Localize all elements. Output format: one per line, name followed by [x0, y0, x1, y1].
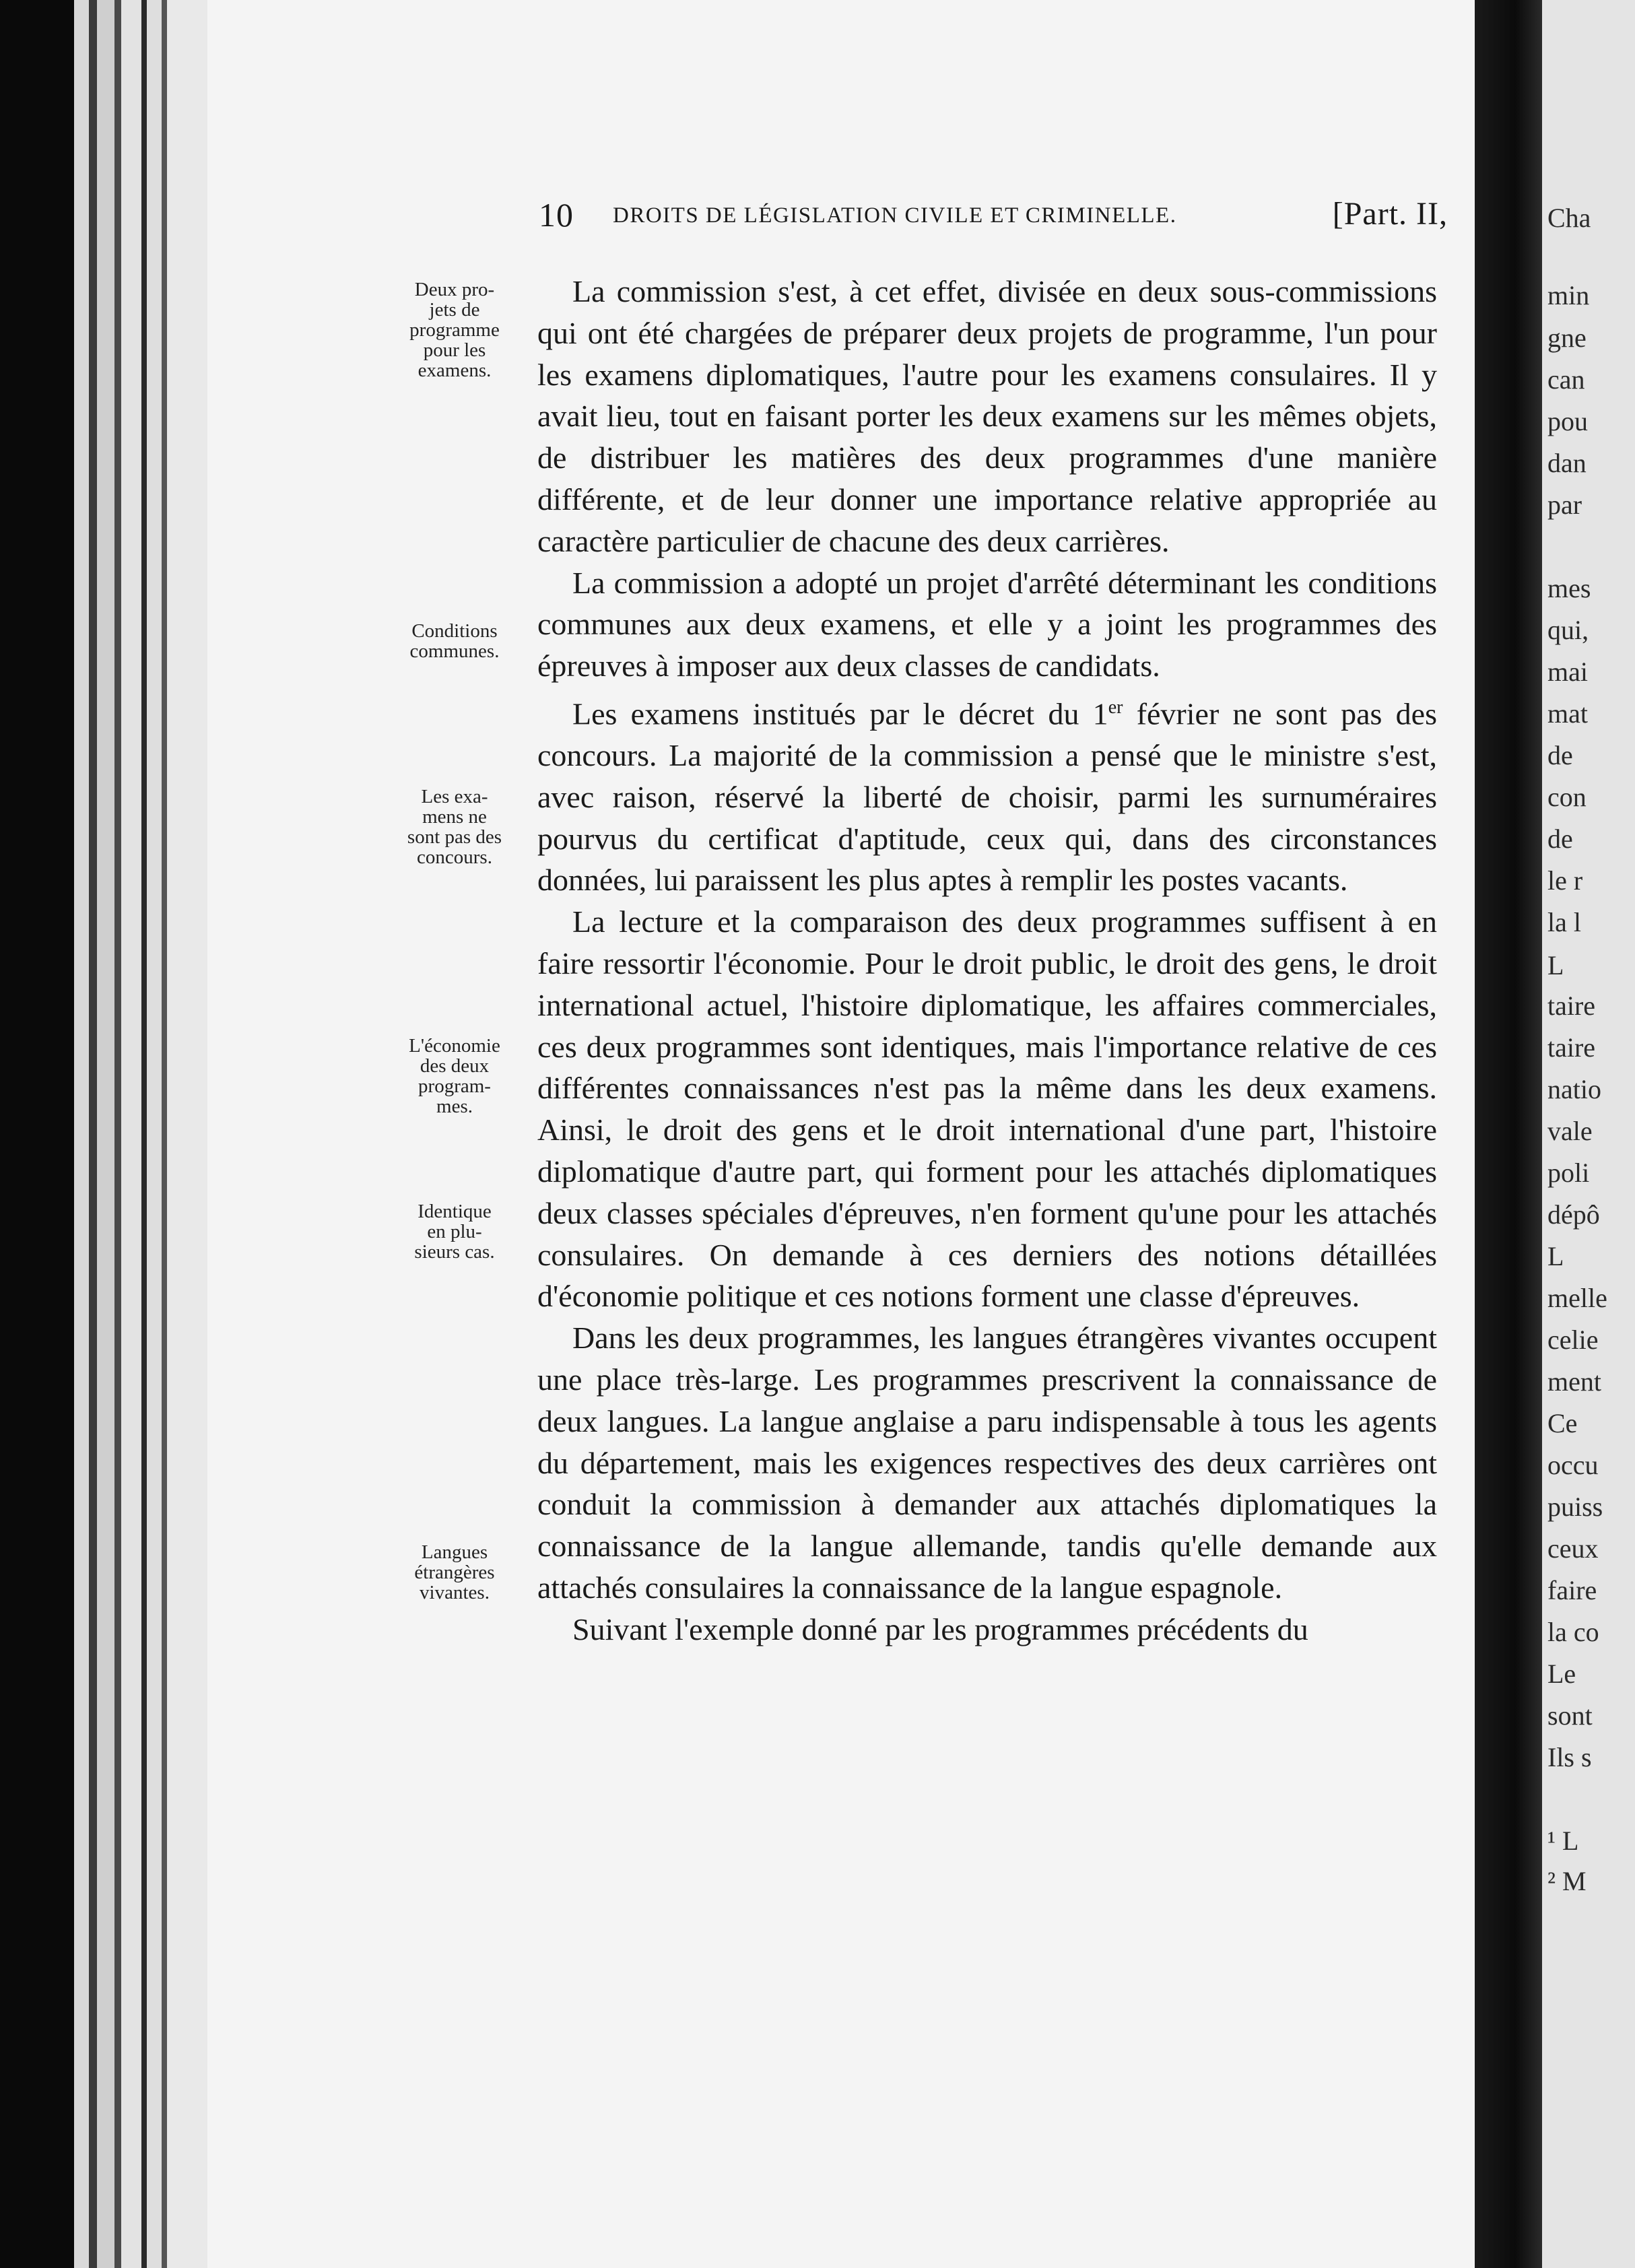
- facing-page-line: can: [1547, 364, 1585, 395]
- paragraph: Les examens institués par le décret du 1er février ne sont pas des concours. La majorité de la commission a pensé que le ministre s'est, avec raison, réservé la liberté de choisir, parmi les surnuméraires pourvus du certificat d'aptitude, ceux qui, dans des circonstances données, lui paraissent les plus aptes à remplir les postes vacants.: [537, 696, 1437, 898]
- facing-page-line: faire: [1547, 1575, 1597, 1605]
- margin-note: Langues étrangères vivantes.: [414, 1541, 495, 1603]
- margin-note: Conditions communes.: [409, 620, 500, 662]
- facing-page-line: Cha: [1547, 203, 1591, 233]
- paragraph: Dans les deux programmes, les langues étrangères vivantes occupent une place très-large. Les programmes prescrivent la connaissance de deux langues. La langue anglaise a paru indispensable à tous les agents du département, mais les exigences respectives des deux carrières ont conduit la commission à demander aux attachés diplomatiques la connaissance de la langue allemande, tandis qu'elle demande aux attachés consulaires la connaissance de la langue espagnole.: [537, 1321, 1437, 1605]
- facing-page-line: Ils s: [1547, 1742, 1592, 1772]
- facing-page-line: qui,: [1547, 615, 1589, 645]
- facing-page-line: ² M: [1547, 1866, 1587, 1896]
- part-label: [Part. II,: [1332, 196, 1448, 232]
- facing-page-line: L: [1547, 950, 1564, 980]
- page-number: 10: [539, 196, 574, 234]
- facing-page-line: poli: [1547, 1158, 1590, 1188]
- facing-page-line: celie: [1547, 1325, 1599, 1355]
- facing-page-line: taire: [1547, 1032, 1596, 1063]
- body-text: [537, 271, 1437, 1650]
- facing-page-line: pou: [1547, 406, 1588, 436]
- facing-page-line: ment: [1547, 1366, 1601, 1397]
- paragraph: La lecture et la comparaison des deux programmes suffisent à en faire ressortir l'économie. Pour le droit public, le droit des gens, le droit international actuel, l'histoire diplomatique, les affaires commerciales, ces deux programmes sont identiques, mais l'importance relative de ces différentes connaissances n'est pas la même dans les deux examens. Ainsi, le droit des gens et le droit international d'une part, l'histoire diplomatique d'autre part, qui forment pour les attachés diplomatiques deux classes spéciales d'épreuves, n'en forment qu'une pour les attachés consulaires. On demande à ces derniers des notions détaillées d'économie politique et ces notions forment une classe d'épreuves.: [537, 904, 1437, 1314]
- facing-page-line: le r: [1547, 865, 1583, 896]
- facing-page-line: Ce: [1547, 1408, 1578, 1438]
- facing-page-line: L: [1547, 1241, 1564, 1271]
- margin-note: Identique en plu- sieurs cas.: [414, 1201, 495, 1263]
- facing-page-line: taire: [1547, 991, 1596, 1021]
- facing-page-line: occu: [1547, 1450, 1599, 1480]
- facing-page-line: con: [1547, 782, 1587, 812]
- facing-page-line: vale: [1547, 1116, 1593, 1146]
- margin-note: Deux pro- jets de programme pour les examens.: [409, 279, 500, 381]
- page-gutter: [1475, 0, 1542, 2268]
- book-edge: [121, 0, 141, 2268]
- paragraph: La commission s'est, à cet effet, divisée en deux sous-commissions qui ont été chargées de préparer deux projets de programme, l'un pour les examens diplomatiques, l'autre pour les examens consulaires. Il y avait lieu, tout en faisant porter les deux examens sur les mêmes objets, de distribuer les matières des deux programmes d'une manière différente, et de leur donner une importance relative appropriée au caractère particulier de chacune des deux carrières.: [537, 274, 1437, 558]
- book-edge: [74, 0, 89, 2268]
- book-edge: [162, 0, 167, 2268]
- facing-page-line: par: [1547, 490, 1582, 520]
- facing-page-line: Le: [1547, 1659, 1576, 1689]
- book-edge: [0, 0, 74, 2268]
- facing-page-line: min: [1547, 280, 1590, 310]
- facing-page-line: puiss: [1547, 1492, 1603, 1522]
- margin-note: L'économie des deux program- mes.: [409, 1035, 500, 1117]
- paragraph: Suivant l'exemple donné par les programmes précédents du: [572, 1611, 1308, 1646]
- facing-page-line: ¹ L: [1547, 1826, 1579, 1856]
- facing-page-line: gne: [1547, 323, 1587, 353]
- running-title: DROITS DE LÉGISLATION CIVILE ET CRIMINELLE.: [613, 203, 1177, 228]
- facing-page-line: natio: [1547, 1074, 1601, 1104]
- book-edge: [89, 0, 97, 2268]
- facing-page-line: melle: [1547, 1283, 1607, 1313]
- book-edge: [97, 0, 114, 2268]
- running-header: [539, 196, 1448, 242]
- facing-page-line: la l: [1547, 907, 1581, 937]
- book-edge: [167, 0, 207, 2268]
- facing-page-line: mes: [1547, 573, 1591, 603]
- facing-page-line: dan: [1547, 448, 1587, 478]
- facing-page: [1542, 0, 1635, 2268]
- superscript: er: [1108, 696, 1123, 718]
- facing-page-line: la co: [1547, 1617, 1599, 1647]
- book-edge: [147, 0, 162, 2268]
- facing-page-line: mat: [1547, 698, 1588, 729]
- facing-page-line: mai: [1547, 657, 1588, 687]
- book-edge: [114, 0, 121, 2268]
- facing-page-line: dépô: [1547, 1199, 1600, 1230]
- facing-page-line: de: [1547, 824, 1573, 854]
- margin-note: Les exa- mens ne sont pas des concours.: [407, 786, 502, 868]
- book-edge: [141, 0, 147, 2268]
- facing-page-line: de: [1547, 740, 1573, 770]
- paragraph: La commission a adopté un projet d'arrêté déterminant les conditions communes aux deux examens, et elle y a joint les programmes des épreuves à imposer aux deux classes de candidats.: [537, 565, 1437, 683]
- facing-page-line: sont: [1547, 1700, 1593, 1731]
- facing-page-line: ceux: [1547, 1533, 1599, 1564]
